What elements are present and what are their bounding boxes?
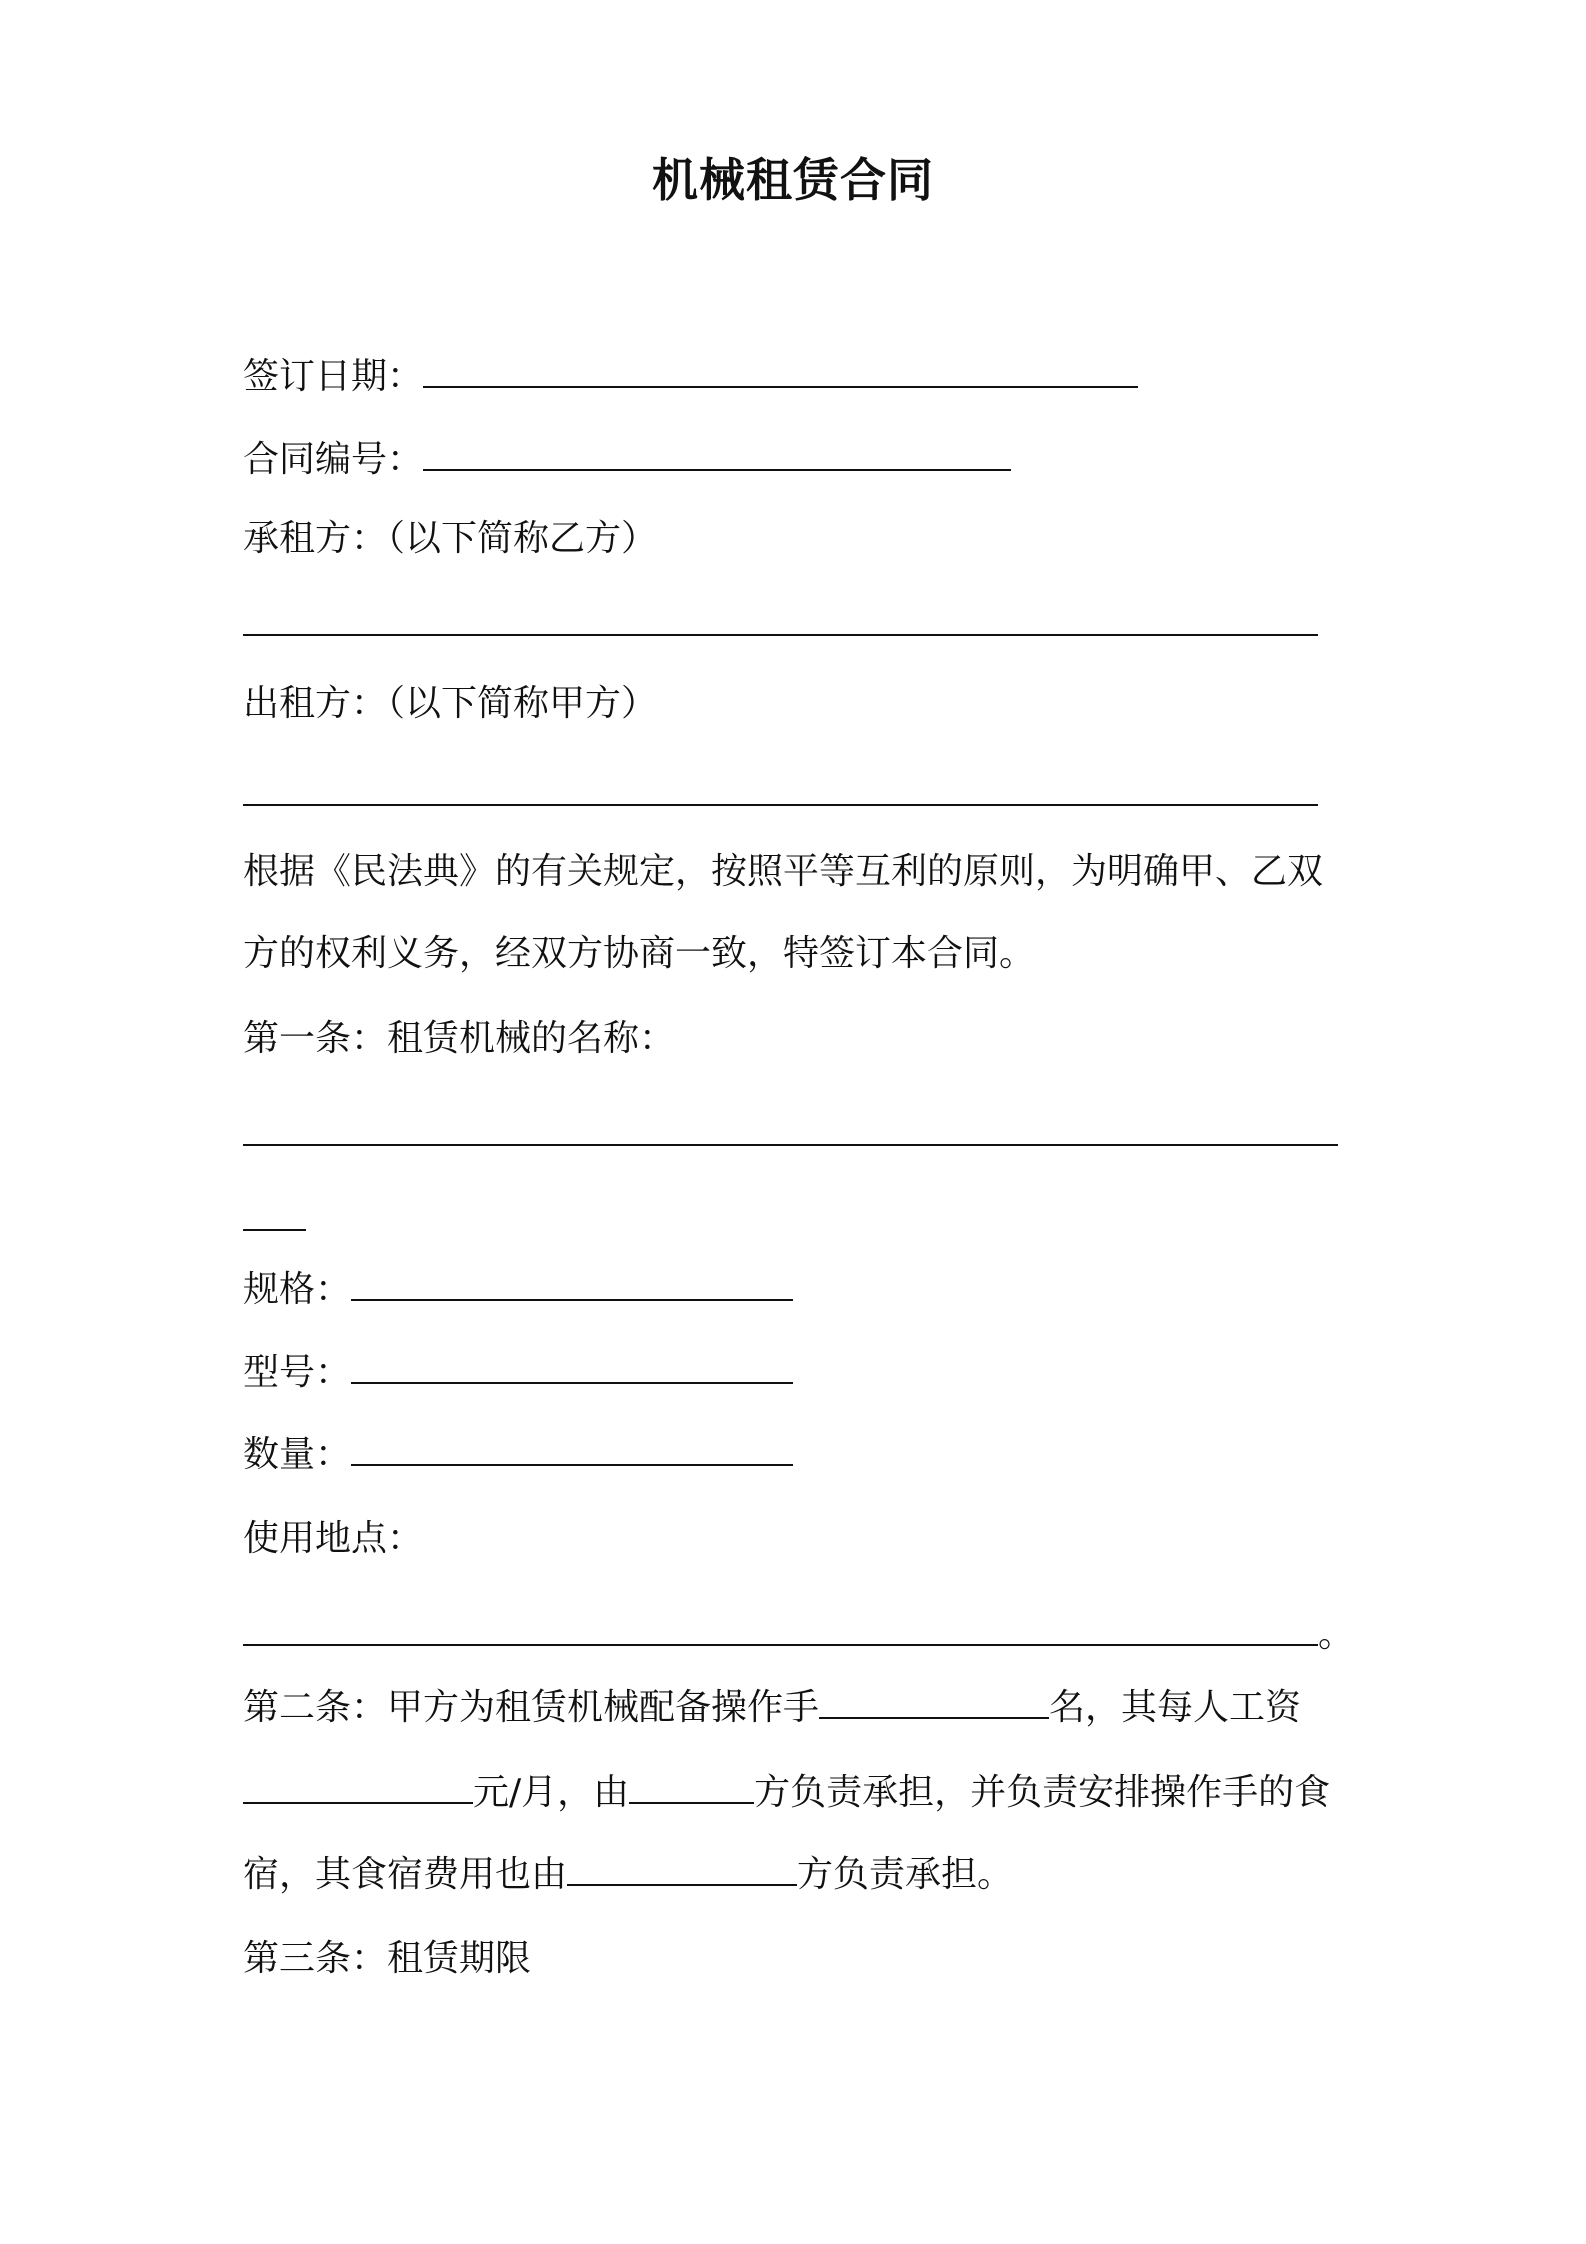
machine-name-blank-line <box>243 1110 1338 1159</box>
spec-blank[interactable] <box>351 1265 793 1301</box>
contract-no-label: 合同编号： <box>243 439 424 480</box>
signing-date-label: 签订日期： <box>243 356 424 397</box>
contract-no-blank[interactable] <box>423 435 1011 471</box>
model-line <box>243 1348 793 1397</box>
lodging-party-blank[interactable] <box>567 1850 797 1886</box>
article2-text-4: 方负责承担，并负责安排操作手的食 <box>754 1772 1331 1813</box>
article3-heading: 第三条：租赁期限 <box>243 1938 532 1979</box>
operator-count-blank[interactable] <box>819 1683 1049 1719</box>
signing-date-line <box>243 352 1138 401</box>
lessee-blank-line <box>243 600 1318 649</box>
wage-blank[interactable] <box>243 1768 473 1804</box>
wage-party-blank[interactable] <box>629 1768 754 1804</box>
article2-line-3 <box>243 1850 1013 1899</box>
quantity-line <box>243 1430 793 1479</box>
article1-heading: 第一条：租赁机械的名称： <box>243 1018 676 1059</box>
document-title: 机械租赁合同 <box>652 153 934 207</box>
machine-name-blank[interactable] <box>243 1110 1338 1146</box>
lessor-blank[interactable] <box>243 770 1318 806</box>
lessor-blank-line <box>243 770 1318 819</box>
article2-line-2 <box>243 1768 1330 1817</box>
article2-line-1 <box>243 1683 1301 1732</box>
preamble-line-2: 方的权利义务，经双方协商一致，特签订本合同。 <box>243 933 1036 974</box>
quantity-blank[interactable] <box>351 1430 793 1466</box>
lessee-blank[interactable] <box>243 600 1318 636</box>
location-period: 。 <box>1318 1614 1355 1655</box>
spec-line <box>243 1265 793 1314</box>
article2-text-1: 第二条：甲方为租赁机械配备操作手 <box>243 1687 820 1728</box>
spec-label: 规格： <box>243 1269 352 1310</box>
article2-text-6: 方负责承担。 <box>797 1854 1014 1895</box>
location-blank-line <box>243 1610 1354 1659</box>
article2-text-3: 元/月，由 <box>473 1772 630 1813</box>
location-blank[interactable] <box>243 1610 1318 1646</box>
machine-name-blank-line-2 <box>243 1195 306 1244</box>
quantity-label: 数量： <box>243 1434 352 1475</box>
article2-text-2: 名，其每人工资 <box>1049 1687 1302 1728</box>
model-label: 型号： <box>243 1352 352 1393</box>
lessee-label: 承租方：（以下简称乙方） <box>243 518 658 559</box>
model-blank[interactable] <box>351 1348 793 1384</box>
signing-date-blank[interactable] <box>423 352 1138 388</box>
article2-text-5: 宿，其食宿费用也由 <box>243 1854 568 1895</box>
location-label: 使用地点： <box>243 1518 424 1559</box>
machine-name-blank-continued[interactable] <box>243 1195 306 1231</box>
preamble-line-1: 根据《民法典》的有关规定，按照平等互利的原则，为明确甲、乙双 <box>243 851 1324 892</box>
lessor-label: 出租方：（以下简称甲方） <box>243 683 658 724</box>
contract-no-line <box>243 435 1011 484</box>
